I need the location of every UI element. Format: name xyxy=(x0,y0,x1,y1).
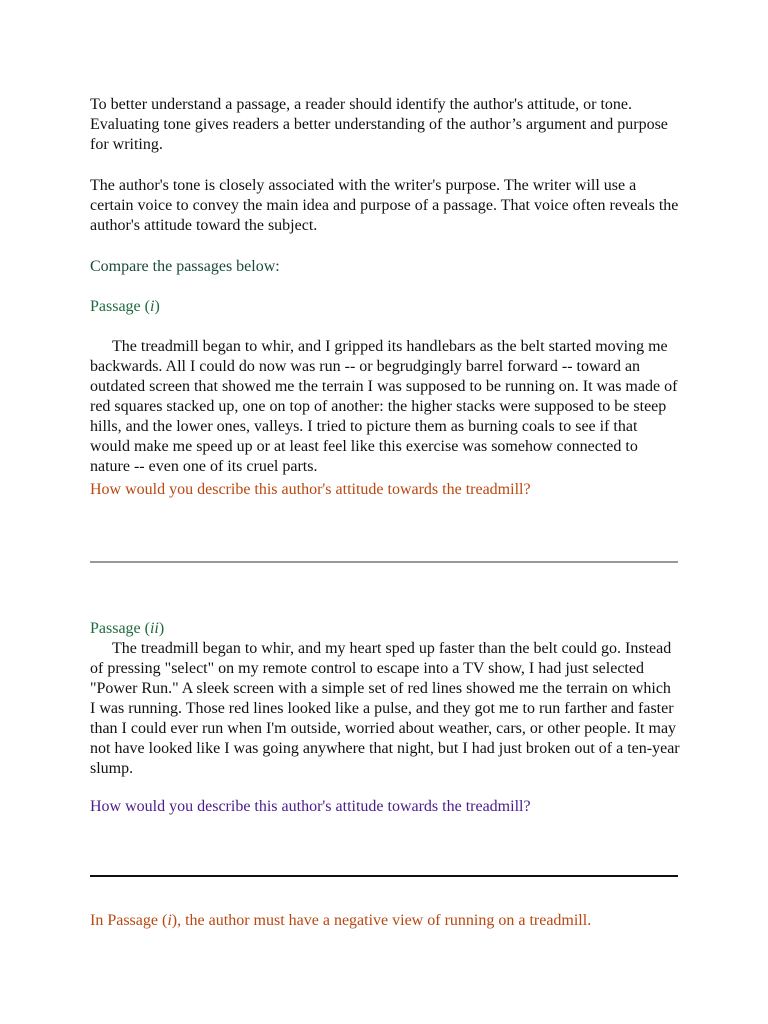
passage-2-label xyxy=(90,619,164,639)
passage-1-label xyxy=(90,297,160,317)
passage-1-label-prefix: Passage ( xyxy=(90,298,150,315)
passage-1-question: How would you describe this author's attitude towards the treadmill? xyxy=(90,481,531,498)
conclusion-statement xyxy=(90,911,591,931)
passage-2-text: The treadmill began to whir, and my heart sped up faster than the belt could go. Instead of pressing "select" on my remote control to escape into a TV show, I had just selected "Power Run." A sleek screen with a simple set of red lines showed me the terrain on which I was running. Those red lines looked like a pulse, and they got me to run farther and faster than I could ever run when I'm outside, worried about weather, cars, or other people. It may not have looked like I was going anywhere that night, but I had just broken out of a ten-year slump. xyxy=(90,640,680,777)
conclusion-numeral: i xyxy=(167,912,172,929)
answer-line-1 xyxy=(90,561,678,563)
passage-2-label-suffix: ) xyxy=(158,620,165,637)
conclusion-prefix: In Passage ( xyxy=(90,912,168,929)
passage-2-question: How would you describe this author's attitude towards the treadmill? xyxy=(90,798,531,815)
passage-2-label-numeral: ii xyxy=(149,620,159,637)
intro-paragraph-1: To better understand a passage, a reader should identify the author's attitude, or tone. Evaluating tone gives readers a better understanding of the author’s argument and purpose for writing. xyxy=(90,96,668,153)
passage-1-text: The treadmill began to whir, and I gripped its handlebars as the belt started moving me backwards. All I could do now was run -- or begrudgingly barrel forward -- toward an outdated screen that showed me the terrain I was supposed to be running on. It was made of red squares stacked up, one on top of another: the higher stacks were supposed to be steep hills, and the lower ones, valleys. I tried to picture them as burning coals to see if that would make me speed up or at least feel like this exercise was somehow connected to nature -- even one of its cruel parts. xyxy=(90,338,678,475)
passage-2-label-prefix: Passage ( xyxy=(90,620,150,637)
answer-line-2 xyxy=(90,875,678,877)
passage-1-label-numeral: i xyxy=(149,298,155,315)
conclusion-suffix: ), the author must have a negative view of running on a treadmill. xyxy=(171,912,592,929)
passage-1-label-suffix: ) xyxy=(154,298,160,315)
compare-heading: Compare the passages below: xyxy=(90,258,280,275)
intro-paragraph-2: The author's tone is closely associated with the writer's purpose. The writer will use a certain voice to convey the main idea and purpose of a passage. That voice often reveals the author's attitude toward the subject. xyxy=(90,177,679,234)
